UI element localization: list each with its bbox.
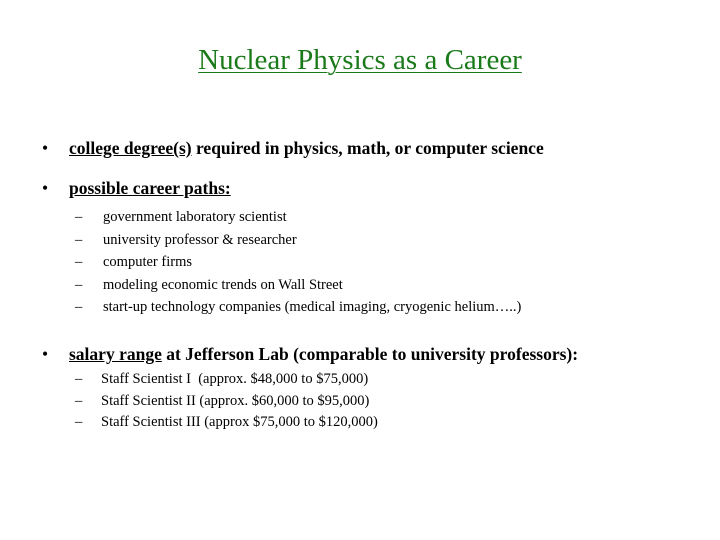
list-item	[75, 391, 378, 413]
dash-marker: –	[75, 414, 83, 430]
list-item	[75, 229, 521, 252]
list-item	[75, 296, 521, 319]
list-item-text: computer firms	[103, 254, 192, 270]
list-item-text: Staff Scientist I (approx. $48,000 to $75,000)	[101, 371, 369, 387]
bullet-marker: •	[42, 344, 49, 364]
list-item	[75, 412, 378, 434]
bullet-salary-range	[42, 344, 578, 365]
bullet-degree-text: required in physics, math, or computer science	[191, 138, 544, 158]
dash-marker: –	[75, 299, 83, 315]
list-item	[75, 206, 521, 229]
slide-title: Nuclear Physics as a Career	[198, 44, 522, 76]
list-item	[75, 251, 521, 274]
bullet-salary-range-underlined: salary range	[69, 344, 162, 364]
dash-marker: –	[75, 276, 83, 293]
list-item	[75, 369, 378, 391]
list-item-text: start-up technology companies (medical imaging, cryogenic helium…..)	[103, 299, 522, 315]
list-item-text: government laboratory scientist	[103, 209, 287, 225]
list-item-text: university professor & researcher	[103, 231, 297, 248]
dash-marker: –	[75, 371, 83, 387]
bullet-career-paths	[42, 178, 231, 199]
bullet-degree	[42, 138, 544, 159]
dash-marker: –	[75, 254, 83, 270]
dash-marker: –	[75, 392, 83, 409]
bullet-career-paths-underlined: possible career paths:	[69, 178, 231, 198]
list-item-text: modeling economic trends on Wall Street	[103, 276, 343, 293]
bullet-degree-underlined: college degree(s)	[69, 138, 192, 158]
career-paths-list	[75, 206, 521, 319]
bullet-marker: •	[42, 138, 49, 158]
dash-marker: –	[75, 209, 83, 225]
list-item-text: Staff Scientist III (approx $75,000 to $120,000)	[101, 414, 378, 430]
salary-list	[75, 369, 378, 434]
list-item-text: Staff Scientist II (approx. $60,000 to $95,000)	[101, 392, 370, 409]
bullet-salary-range-text: at Jefferson Lab (comparable to university professors):	[161, 344, 579, 364]
bullet-marker: •	[42, 178, 49, 198]
list-item	[75, 274, 521, 297]
dash-marker: –	[75, 231, 83, 248]
